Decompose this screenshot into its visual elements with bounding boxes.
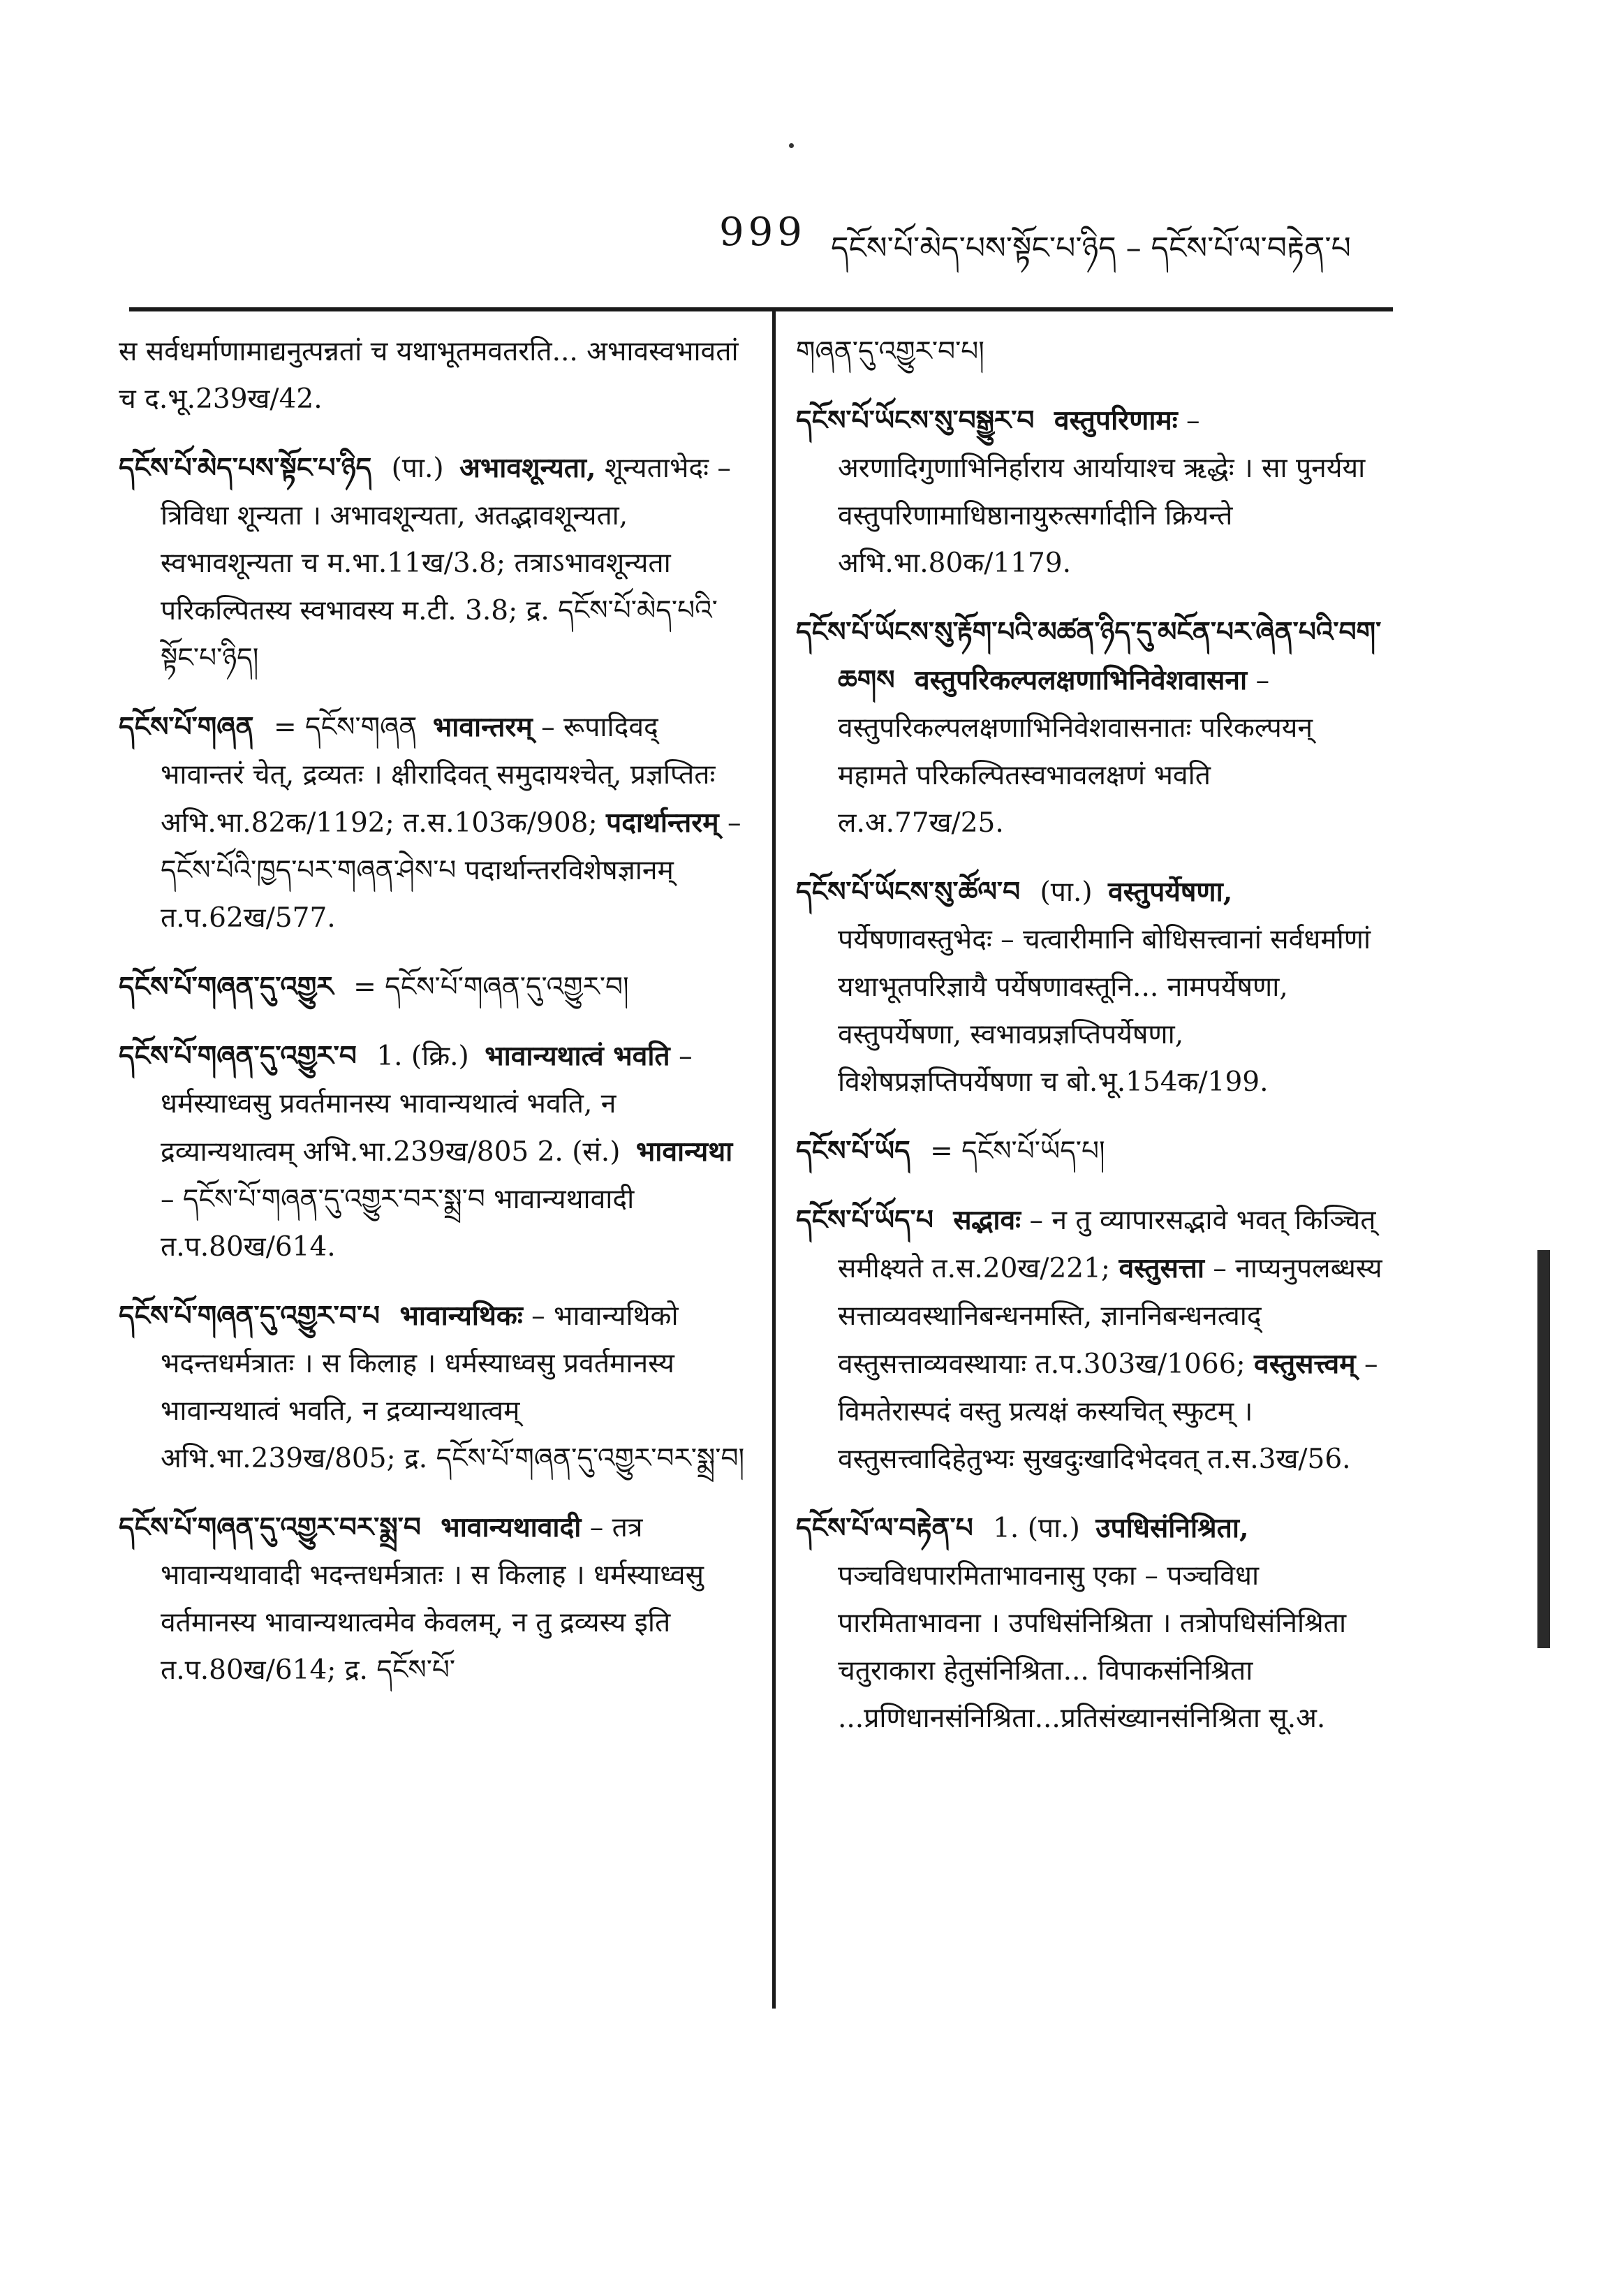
entry-text: पञ्चविधपारमिताभावनासु एका – पञ्चविधा पारमिताभावना । उपधिसंनिश्रिता । तत्रोपधिसंनिश्रिता चतुराकारा हेतुसंनिश्रिता... विपाकसंनिश्रिता ...प्रणिधानसंनिश्रिता...प्रतिसंख्यानसंनिश्रिता सू.अ. <box>838 1560 1347 1734</box>
entry-text: གཞན་དུ་འགྱུར་བ་པ། <box>796 336 984 367</box>
entry-headword: དངོས་པོ་ཡོད་པ <box>796 1204 933 1236</box>
entry-headword: དངོས་པོ་མེད་པས་སྟོང་པ་ཉིད <box>119 452 372 484</box>
entry-label: 2. (सं.) <box>537 1136 621 1168</box>
entry-text: स सर्वधर्माणामाद्यनुत्पन्नतां च यथाभूतमवतरति... अभावस्वभावतां च द.भू.239ख/42. <box>119 336 739 415</box>
running-head: དངོས་པོ་མེད་པས་སྟོང་པ་ཉིད – དངོས་པོ་ལ་བརྟེན་པ <box>831 230 1351 266</box>
entry-label: (पा.) <box>391 453 444 484</box>
entry-keyword: सद्भावः <box>953 1204 1021 1236</box>
entry-headword: དངོས་པོ་གཞན་དུ་འགྱུར་བ་པ <box>119 1300 381 1332</box>
dictionary-entry <box>796 1196 1382 1483</box>
entry-keyword: वस्तुपरिकल्पलक्षणाभिनिवेशवासना <box>914 664 1248 696</box>
entry-label: (पा.) <box>1040 876 1093 908</box>
entry-headword: དངོས་པོ་ཡོད <box>796 1135 910 1167</box>
entry-keyword: अभावशून्यता, <box>459 452 596 484</box>
dictionary-entry <box>119 444 747 682</box>
column-divider <box>772 311 776 2009</box>
page-header <box>719 210 1389 265</box>
entry-text: – भावान्यथिको भदन्तधर्मत्रातः । स किलाह । धर्मस्याध्वसु प्रवर्तमानस्य भावान्यथात्वं भवति, न द्रव्यान्यथात्वम् अभि.भा.239ख/805; द्र. དངོས་པོ་གཞན་དུ་འགྱུར་བར་སྨྲ་བ། <box>161 1300 745 1474</box>
dictionary-entry <box>796 608 1382 847</box>
dictionary-entry <box>119 328 747 423</box>
page-number: 999 <box>719 210 806 255</box>
entry-headword: དངོས་པོ་གཞན་དུ་འགྱུར་བར་སྨྲ་བ <box>119 1511 421 1543</box>
entry-keyword: पदार्थान्तरम् <box>606 807 719 839</box>
header-rule <box>129 307 1393 311</box>
entry-label: 1. (क्रि.) <box>376 1041 469 1072</box>
dictionary-entry <box>796 328 1382 376</box>
entry-text: – वस्तुपरिकल्पलक्षणाभिनिवेशवासनातः परिकल्पयन् महामते परिकल्पितस्वभावलक्षणं भवति ल.अ.77ख/25. <box>838 665 1313 839</box>
entry-keyword: वस्तुसत्त्वम् <box>1254 1348 1356 1380</box>
dictionary-entry <box>796 868 1382 1106</box>
entry-keyword: भावान्यथात्वं भवति <box>485 1040 670 1072</box>
right-column <box>796 328 1382 1763</box>
dictionary-entry <box>796 397 1382 587</box>
dictionary-entry <box>119 1504 747 1694</box>
entry-headword: དངོས་པོ་ཡོངས་སུ་ཚོལ་བ <box>796 876 1021 908</box>
entry-keyword: उपधिसंनिश्रिता, <box>1095 1512 1249 1544</box>
entry-headword: དངོས་པོ་ཡོངས་སུ་བསྒྱུར་བ <box>796 404 1035 436</box>
entry-text: – དངོས་པོའི་ཁྱད་པར་གཞན་ཤེས་པ पदार्थान्तरविशेषज्ञानम् त.प.62ख/577. <box>161 807 741 934</box>
dictionary-entry <box>119 703 747 942</box>
dictionary-entry <box>796 1504 1382 1742</box>
entry-text: – रूपादिवद् भावान्तरं चेत्, द्रव्यतः । क्षीरादिवत् समुदायश्चेत्, प्रज्ञप्तितः अभि.भा.82क/1192; त.स.103क/908; <box>161 712 716 839</box>
entry-keyword: भावान्तरम् <box>432 711 533 743</box>
entry-text: = དངོས་པོ་གཞན་དུ་འགྱུར་བ། <box>353 971 629 1003</box>
entry-text: शून्यताभेदः – त्रिविधा शून्यता । अभावशून्यता, अतद्भावशून्यता, स्वभावशून्यता च म.भा.11ख/3.8; तत्राऽभावशून्यता परिकल्पितस्य स्वभावस्य म.टी. 3.8; द्र. དངོས་པོ་མེད་པའི་སྟོང་པ་ཉིད། <box>161 453 731 674</box>
entry-text: – विमतेरास्पदं वस्तु प्रत्यक्षं कस्यचित् स्फुटम् । वस्तुसत्त्वादिहेतुभ्यः सुखदुःखादिभेदवत् त.स.3ख/56. <box>838 1349 1378 1475</box>
entry-text: – अरणादिगुणाभिनिर्हाराय आर्यायाश्च ऋद्धेः । सा पुनर्यया वस्तुपरिणामाधिष्ठानायुरुत्सर्गादीनि क्रियन्ते अभि.भा.80क/1179. <box>838 405 1366 579</box>
entry-headword: དངོས་པོ་གཞན་དུ་འགྱུར་བ <box>119 1040 357 1072</box>
page-edge-bar <box>1537 1250 1550 1648</box>
entry-headword: དངོས་པོ་གཞན་དུ་འགྱུར <box>119 971 334 1003</box>
entry-text: – न तु व्यापारसद्भावे भवत् किञ्चित् समीक्ष्यते त.स.20ख/221; <box>838 1205 1376 1284</box>
entry-text: – नाप्यनुपलब्धस्य सत्ताव्यवस्थानिबन्धनमस्ति, ज्ञाननिबन्धनत्वाद् वस्तुसत्ताव्यवस्थायाः त.प.303ख/1066; <box>838 1253 1382 1380</box>
cross-reference: = དངོས་གཞན <box>273 712 418 743</box>
entry-headword: དངོས་པོ་ལ་བརྟེན་པ <box>796 1512 973 1544</box>
entry-keyword: भावान्यथा <box>635 1136 733 1168</box>
dictionary-entry <box>119 963 747 1011</box>
entry-text: – धर्मस्याध्वसु प्रवर्तमानस्य भावान्यथात्वं भवति, न द्रव्यान्यथात्वम् अभि.भा.239ख/805 <box>161 1041 693 1168</box>
entry-text: = དངོས་པོ་ཡོད་པ། <box>930 1136 1105 1167</box>
entry-label: 1. (पा.) <box>993 1513 1080 1544</box>
left-column <box>119 328 747 1715</box>
dictionary-entry <box>119 1292 747 1483</box>
entry-text: पर्येषणावस्तुभेदः – चत्वारीमानि बोधिसत्त्वानां सर्वधर्माणां यथाभूतपरिज्ञायै पर्येषणावस्तूनि... नामपर्येषणा, वस्तुपर्येषणा, स्वभावप्रज्ञप्तिपर्येषणा, विशेषप्रज्ञप्तिपर्येषणा च बो.भू.154क/199. <box>838 924 1371 1098</box>
entry-headword: དངོས་པོ་ཡོངས་སུ་རྟོག་པའི་མཚན་ཉིད་དུ་མངོན་པར་ཞེན་པའི་བག་ཆགས <box>796 616 1382 696</box>
entry-keyword: वस्तुपरिणामः <box>1054 404 1178 436</box>
dictionary-entry <box>796 1127 1382 1175</box>
entry-keyword: भावान्यथिकः <box>399 1300 523 1332</box>
entry-keyword: वस्तुसत्ता <box>1119 1252 1204 1284</box>
entry-text: – དངོས་པོ་གཞན་དུ་འགྱུར་བར་སྨྲ་བ भावान्यथावादी त.प.80ख/614. <box>161 1184 635 1263</box>
entry-headword: དངོས་པོ་གཞན <box>119 711 254 743</box>
entry-keyword: भावान्यथावादी <box>441 1511 582 1543</box>
dictionary-entry <box>119 1032 747 1271</box>
entry-keyword: वस्तुपर्येषणा, <box>1108 876 1233 908</box>
speck-mark <box>789 143 794 148</box>
entry-text: – तत्र भावान्यथावादी भदन्तधर्मत्रातः । स किलाह । धर्मस्याध्वसु वर्तमानस्य भावान्यथात्वमेव केवलम्, न तु द्रव्यस्य इति त.प.80ख/614; द्र. དངོས་པོ་ <box>161 1512 704 1686</box>
